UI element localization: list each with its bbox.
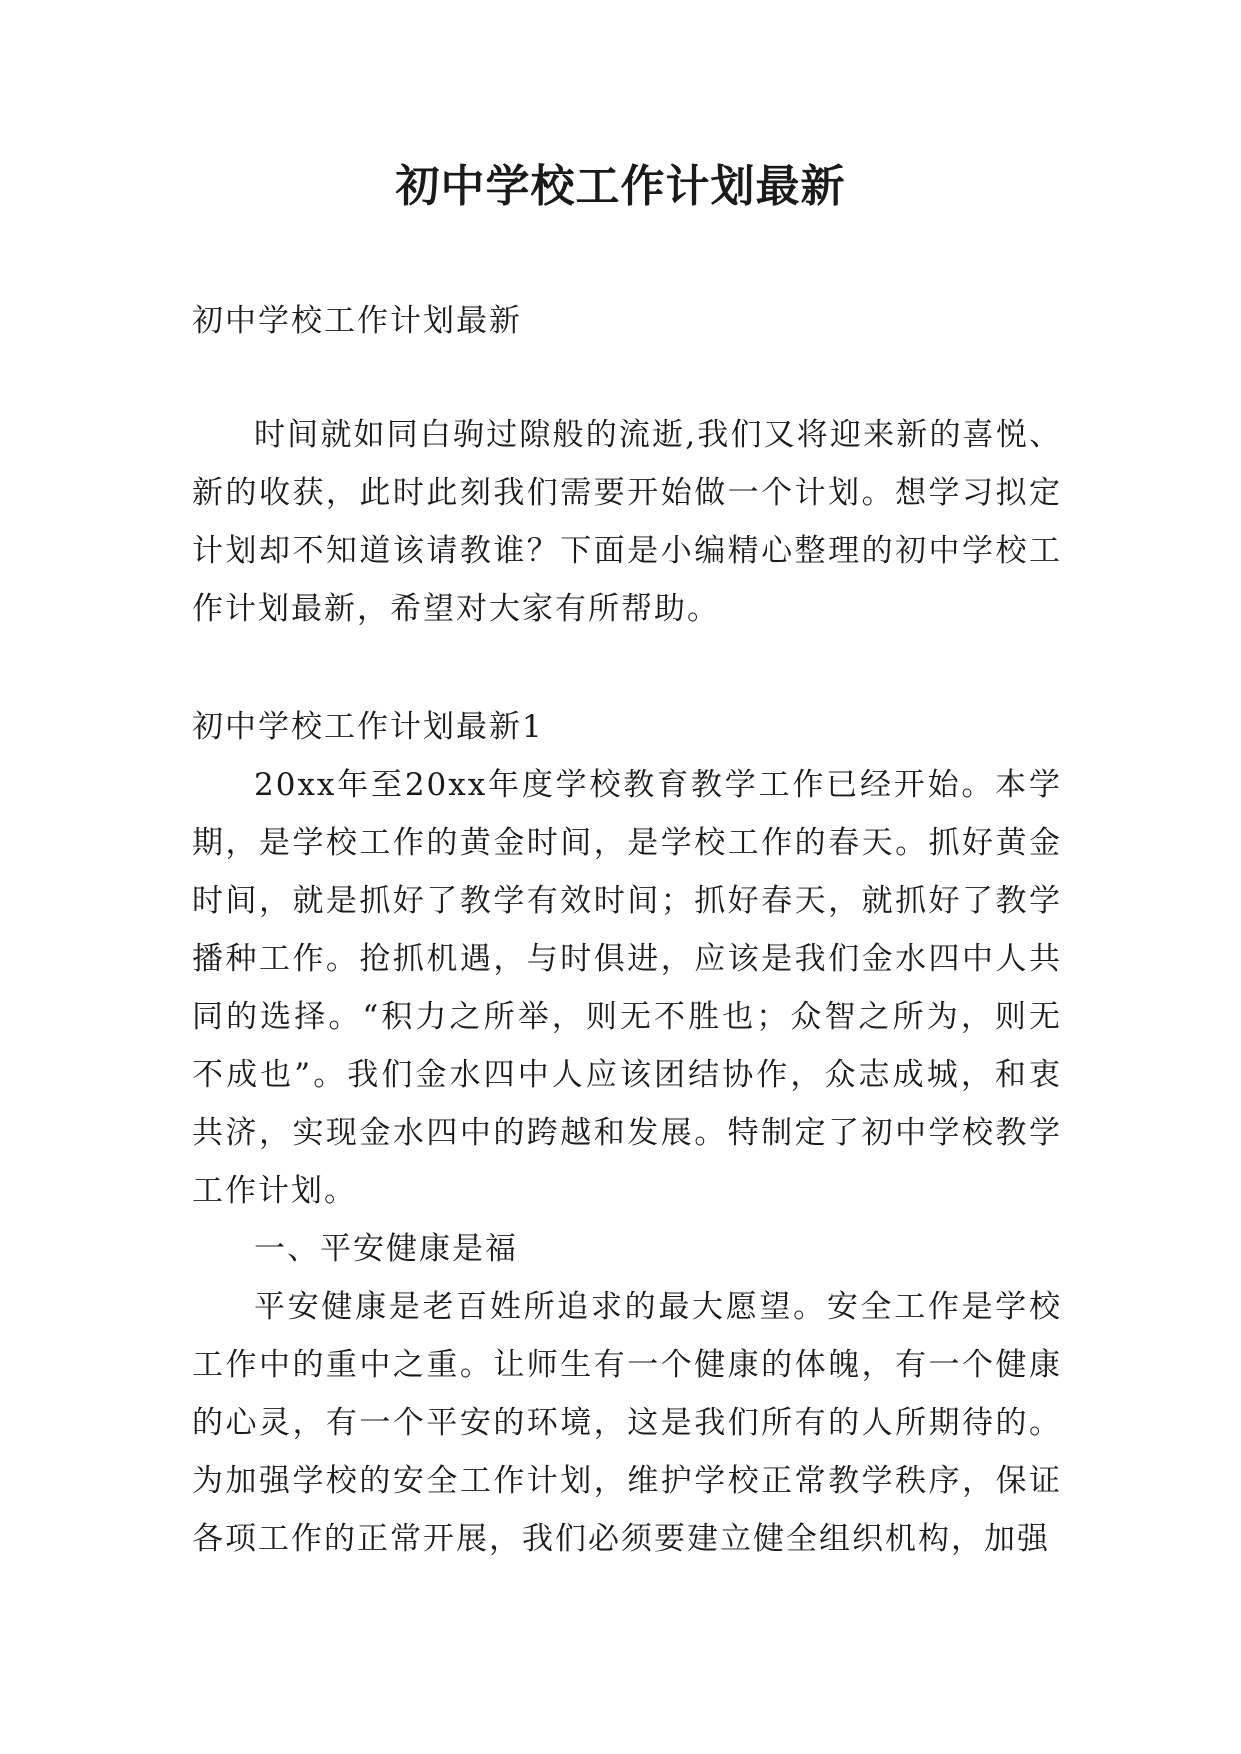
subsection-1-heading: 一、平安健康是福 [254, 1231, 518, 1267]
document-title: 初中学校工作计划最新 [395, 161, 846, 212]
document-subtitle: 初中学校工作计划最新 [192, 303, 522, 339]
intro-paragraph: 时间就如同白驹过隙般的流逝,我们又将迎来新的喜悦、新的收获，此时此刻我们需要开始做一个计划。想学习拟定计划却不知道该请教谁？下面是小编精心整理的初中学校工作计划最新，希望对大家有所帮助。 [192, 417, 1062, 627]
section-1-body [192, 756, 1062, 1568]
subsection-1-paragraph: 平安健康是老百姓所追求的最大愿望。安全工作是学校工作中的重中之重。让师生有一个健康的体魄，有一个健康的心灵，有一个平安的环境，这是我们所有的人所期待的。为加强学校的安全工作计划，维护学校正常教学秩序，保证各项工作的正常开展，我们必须要建立健全组织机构，加强 [192, 1289, 1062, 1557]
section-1-paragraph-1: 20xx年至20xx年度学校教育教学工作已经开始。本学期，是学校工作的黄金时间，是学校工作的春天。抓好黄金时间，就是抓好了教学有效时间；抓好春天，就抓好了教学播种工作。抢抓机遇，与时俱进，应该是我们金水四中人共同的选择。“积力之所举，则无不胜也；众智之所为，则无不成也”。我们金水四中人应该团结协作，众志成城，和衷共济，实现金水四中的跨越和发展。特制定了初中学校教学工作计划。 [192, 767, 1062, 1209]
section-1-heading: 初中学校工作计划最新1 [192, 709, 544, 745]
intro-section [192, 406, 1062, 638]
